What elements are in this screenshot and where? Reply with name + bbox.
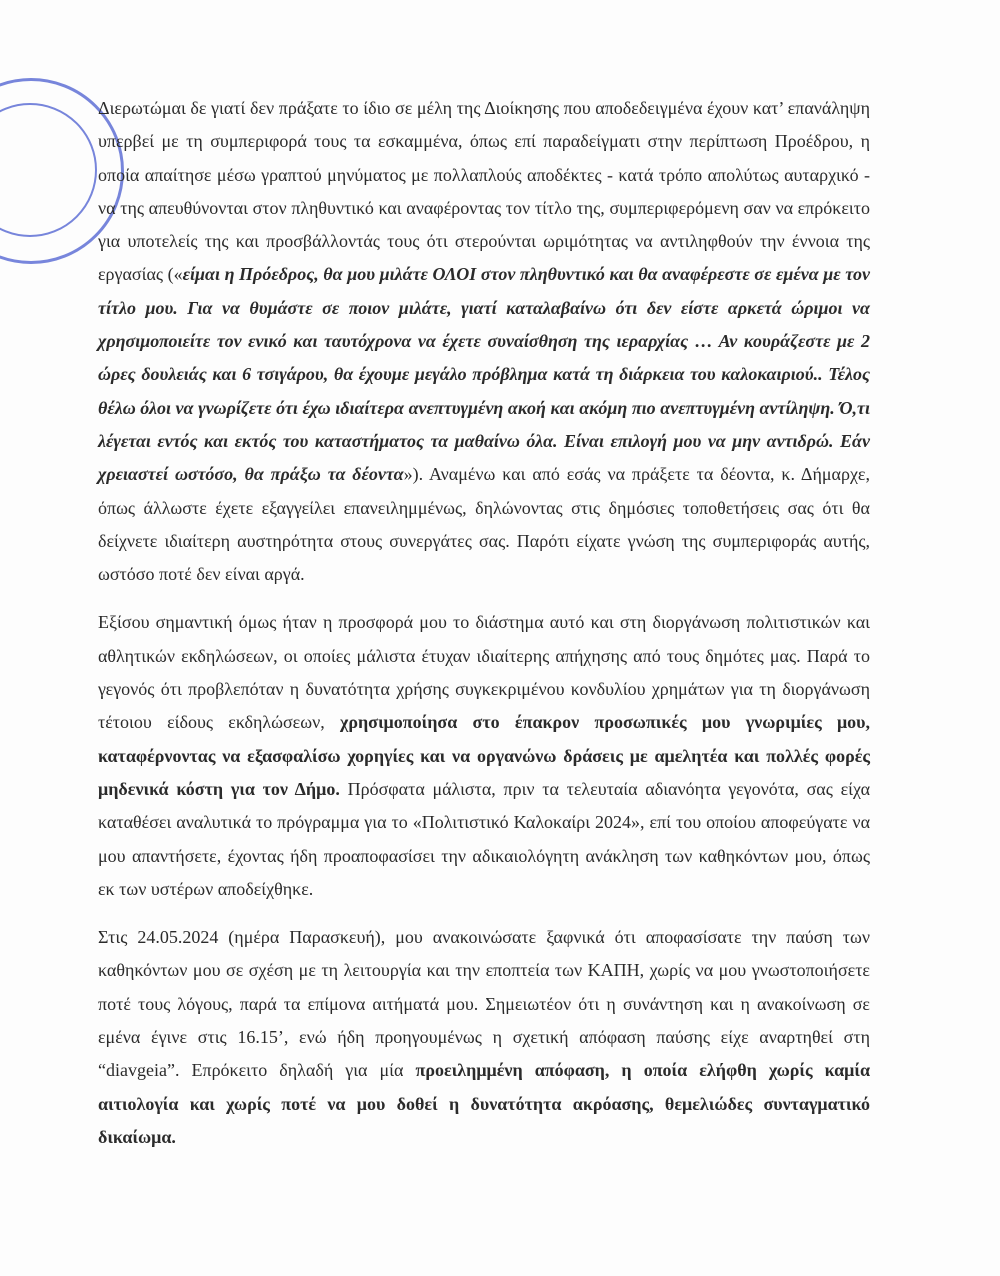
quoted-message: είμαι η Πρόεδρος, θα μου μιλάτε ΟΛΟΙ στον πληθυντικό και θα αναφέρεστε σε εμένα με τον τίτλο μου. Για να θυμάστε σε ποιον μιλάτε, γιατί καταλαβαίνω ότι δεν είστε αρκετά ώριμοι να χρησιμοποιείτε τον ενικό και ταυτόχρονα να έχετε συναίσθηση της ιεραρχίας … Αν κουράζεστε με 2 ώρες δουλειάς και 6 τσιγάρου, θα έχουμε μεγάλο πρόβλημα κατά τη διάρκεια του καλοκαιριού.. Τέλος θέλω όλοι να γνωρίζετε ότι έχω ιδιαίτερα ανεπτυγμένη ακοή και ακόμη πιο ανεπτυγμένη αντίληψη. Ό,τι λέγεται εντός και εκτός του καταστήματος τα μαθαίνω όλα. Είναι επιλογή μου να μην αντιδρώ. Εάν χρειαστεί ωστόσο, θα πράξω τα δέοντα (98, 264, 870, 485)
paragraph-2-text-a: Εξίσου σημαντική όμως ήταν η προσφορά μου το διάστημα αυτό και στη διοργάνωση πολιτιστικών και αθλητικών εκδηλώσεων, οι οποίες μάλιστα έτυχαν ιδιαίτερης απήχησης από τους δημότες μας. Παρά το γεγονός ότι προβλεπόταν η δυνατότητα χρήσης συγκεκριμένου κονδυλίου χρημάτων για τη διοργάνωση τέτοιου είδους εκδηλώσεων, (98, 612, 870, 733)
paragraph-2-text-b: Πρόσφατα μάλιστα, πριν τα τελευταία αδιανόητα γεγονότα, σας είχα καταθέσει αναλυτικά το πρόγραμμα για το «Πολιτιστικό Καλοκαίρι 2024», επί του οποίου αποφεύγατε να μου απαντήσετε, έχοντας ήδη προαποφασίσει την αδικαιολόγητη ανάκληση των καθηκόντων μου, όπως εκ των υστέρων αποδείχθηκε. (98, 778, 870, 899)
paragraph-3-bold: προειλημμένη απόφαση, η οποία ελήφθη χωρίς καμία αιτιολογία και χωρίς ποτέ να μου δοθεί η δυνατότητα ακρόασης, θεμελιώδες συνταγματικό δικαίωμα. (98, 1060, 870, 1147)
paragraph-1-text-b: »). Αναμένω και από εσάς να πράξετε τα δέοντα, κ. Δήμαρχε, όπως άλλωστε έχετε εξαγγείλει επανειλημμένως, δηλώνοντας στις δημόσιες τοποθετήσεις σας ότι θα δείχνετε ιδιαίτερη αυστηρότητα στους συνεργάτες σας. Παρότι είχατε γνώση της συμπεριφοράς αυτής, ωστόσο ποτέ δεν είναι αργά. (98, 464, 870, 585)
stamp-inner-ring (0, 103, 97, 237)
paragraph-2-bold: χρησιμοποίησα στο έπακρον προσωπικές μου γνωριμίες μου, καταφέρνοντας να εξασφαλίσω χορηγίες και να οργανώνω δράσεις με αμελητέα και πολλές φορές μηδενικά κόστη για τον Δήμο. (98, 712, 870, 799)
paragraph-3 (98, 921, 870, 1154)
paragraph-1 (98, 92, 870, 591)
paragraph-3-text-a: Στις 24.05.2024 (ημέρα Παρασκευή), μου ανακοινώσατε ξαφνικά ότι αποφασίσατε την παύση των καθηκόντων μου σε σχέση με τη λειτουργία και την εποπτεία των ΚΑΠΗ, χωρίς να μου γνωστοποιήσετε ποτέ τους λόγους, παρά τα επίμονα αιτήματά μου. Σημειωτέον ότι η συνάντηση και η ανακοίνωση σε εμένα έγινε στις 16.15’, ενώ ήδη προηγουμένως η σχετική απόφαση παύσης είχε αναρτηθεί στη “diavgeia”. Επρόκειτο δηλαδή για μία (98, 927, 870, 1081)
paragraph-2 (98, 606, 870, 906)
paragraph-1-text-a: Διερωτώμαι δε γιατί δεν πράξατε το ίδιο σε μέλη της Διοίκησης που αποδεδειγμένα έχουν κατ’ επανάληψη υπερβεί με τη συμπεριφορά τους τα εσκαμμένα, όπως επί παραδείγματι στην περίπτωση Προέδρου, η οποία απαίτησε μέσω γραπτού μηνύματος με πολλαπλούς αποδέκτες - κατά τρόπο απολύτως αυταρχικό - να της απευθύνονται στον πληθυντικό και αναφέροντας τον τίτλο της, συμπεριφερόμενη σαν να επρόκειτο για υποτελείς της και προσβάλλοντάς τους ότι στερούνται ωριμότητας να αντιληφθούν την έννοια της εργασίας (« (98, 98, 870, 285)
letter-body (98, 92, 870, 1169)
